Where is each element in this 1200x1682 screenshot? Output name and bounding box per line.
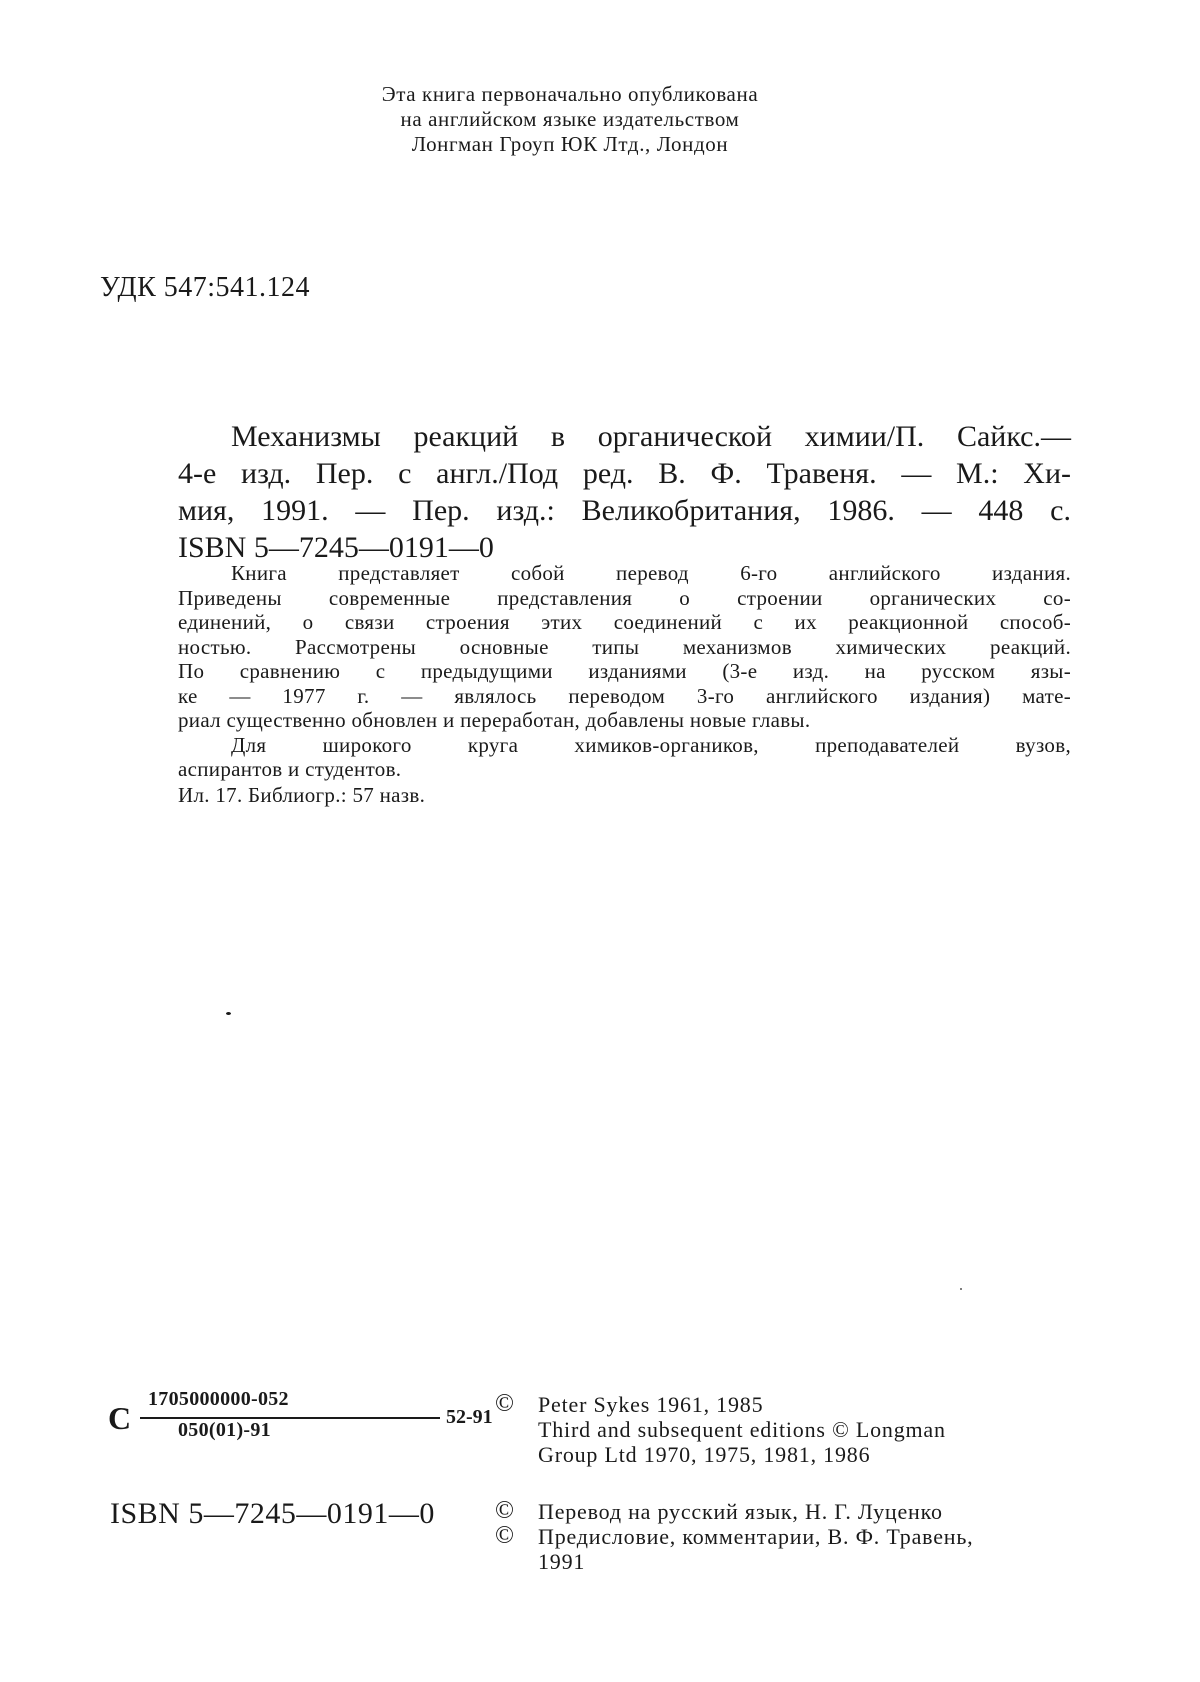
preface-year: 1991 [538, 1549, 586, 1574]
copyright-icon: © [495, 1390, 515, 1417]
biblio-line-3: мия, 1991. — Пер. изд.: Великобритания, 1986. — 448 с. [178, 494, 1071, 527]
original-publication-note [280, 82, 860, 157]
abstract-line: ке — 1977 г. — являлось переводом 3-го английского издания) мате- [178, 683, 1071, 708]
abstract-line: ностью. Рассмотрены основные типы механизмов химических реакций. [178, 634, 1071, 659]
note-line-1: Эта книга первоначально опубликована [381, 82, 759, 106]
publisher-classification-code [108, 1388, 493, 1458]
biblio-line-1: Механизмы реакций в органической химии/П. Сайкс.— [231, 420, 1071, 453]
biblio-line-2: 4-е изд. Пер. с англ./Под ред. В. Ф. Травеня. — М.: Хи- [178, 457, 1071, 490]
audience-line: Для широкого круга химиков-органиков, преподавателей вузов, [231, 732, 1071, 757]
copyright-icon: © [495, 1497, 515, 1524]
copyright-icon: © [495, 1522, 515, 1549]
bibliographic-entry [178, 418, 1071, 566]
abstract-line: Приведены современные представления о строении органических со- [178, 585, 1071, 610]
copyright-line: Third and subsequent editions © Longman [538, 1417, 946, 1442]
print-speck [960, 1288, 962, 1290]
print-speck [226, 1012, 231, 1015]
abstract-line: единений, о связи строения этих соединений с их реакционной способ- [178, 610, 1071, 634]
abstract-line: риал существенно обновлен и переработан, добавлены новые главы. [178, 708, 811, 732]
abstract-line: По сравнению с предыдущими изданиями (3-е изд. на русском язы- [178, 659, 1071, 683]
translation-credit: Перевод на русский язык, Н. Г. Луценко [538, 1499, 943, 1524]
note-line-3: Лонгман Гроуп ЮК Лтд., Лондон [411, 132, 729, 156]
note-line-2: на английском языке издательством [400, 107, 740, 131]
preface-credit: Предисловие, комментарии, В. Ф. Травень, [538, 1524, 974, 1549]
classification-denominator: 050(01)-91 [178, 1419, 271, 1441]
copyright-line: Group Ltd 1970, 1975, 1981, 1986 [538, 1442, 871, 1467]
abstract [178, 561, 1071, 807]
abstract-line: Книга представляет собой перевод 6-го английского издания. [231, 561, 1071, 585]
audience-line: аспирантов и студентов. [178, 757, 402, 781]
copyright-line: Peter Sykes 1961, 1985 [538, 1392, 764, 1417]
isbn-number: ISBN 5—7245—0191—0 [110, 1497, 435, 1530]
classification-suffix: 52-91 [446, 1406, 493, 1428]
classification-letter: С [108, 1400, 132, 1436]
russian-copyright-block [495, 1499, 973, 1574]
illustrations-references-count: Ил. 17. Библиогр.: 57 назв. [178, 782, 426, 807]
english-copyright-block [495, 1392, 946, 1467]
biblio-isbn: ISBN 5—7245—0191—0 [178, 531, 494, 564]
classification-numerator: 1705000000-052 [148, 1388, 289, 1410]
udk-code: УДК 547:541.124 [100, 272, 311, 303]
